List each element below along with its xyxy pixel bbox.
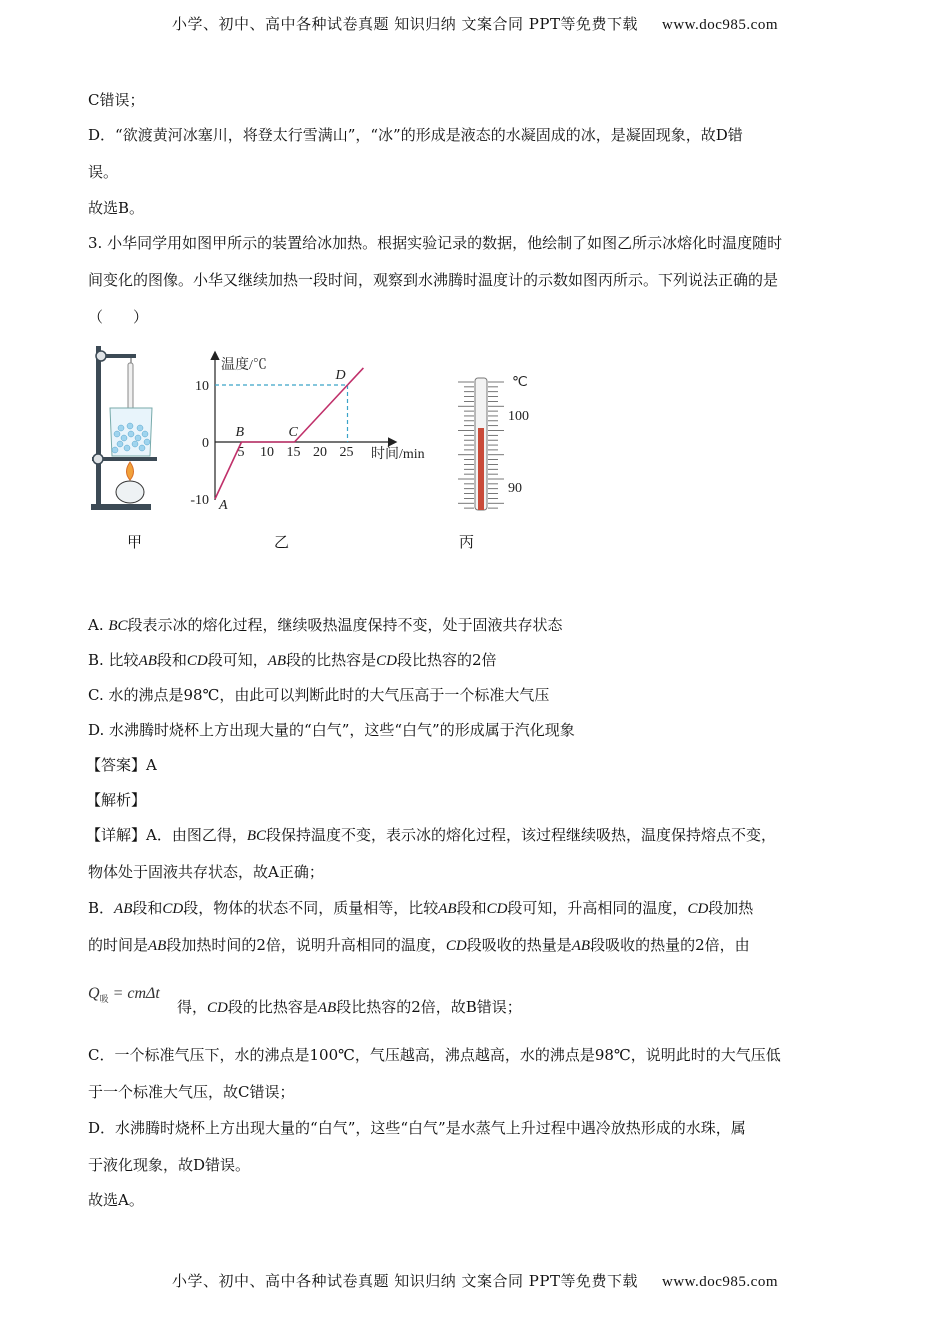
caption-bing: 丙 <box>459 533 475 551</box>
ring-knob <box>93 454 103 464</box>
detail-d-line2: 于液化现象，故D错误。 <box>88 1156 251 1174</box>
detail-b-line1: B．AB段和CD段，物体的状态不同，质量相等，比较AB段和CD段可知，升高相同的温度，CD段加热 <box>88 899 754 917</box>
point-label-A: A <box>219 498 228 513</box>
point-label-C: C <box>288 425 298 440</box>
figure-bing-thermometer <box>450 368 540 513</box>
alcohol-lamp <box>116 481 144 503</box>
x-tick-label: 5 <box>237 445 245 460</box>
caption-jia: 甲 <box>127 533 143 551</box>
detail-b-line3: 得，CD段的比热容是AB段比热容的2倍，故B错误； <box>177 998 522 1016</box>
thermo-liquid <box>478 428 484 510</box>
detail-c-line1: C．一个标准气压下，水的沸点是100℃，气压越高，沸点越高，水的沸点是98℃，说明此时的大气压低 <box>88 1046 781 1064</box>
x-tick-label: 10 <box>260 445 274 460</box>
prev-d-line1: D．“欲渡黄河冰塞川，将登太行雪满山”，“冰”的形成是液态的水凝固成的冰，是凝固现象，故D错 <box>88 126 743 144</box>
option-b: B. 比较AB段和CD段可知，AB段的比热容是CD段比热容的2倍 <box>88 651 497 669</box>
heat-formula: $Q_吸 = cm\Delta t$ <box>88 985 160 1005</box>
detail-d-line1: D．水沸腾时烧杯上方出现大量的“白气”，这些“白气”是水蒸气上升过程中遇冷放热形成的水珠，属 <box>88 1119 746 1137</box>
point-label-D: D <box>335 368 346 383</box>
y-tick-label: -10 <box>190 493 209 508</box>
y-axis-label: 温度/℃ <box>221 358 267 373</box>
y-tick-label: 10 <box>195 379 209 394</box>
analysis-title: 【解析】 <box>86 791 147 809</box>
point-label-B: B <box>235 425 245 440</box>
figure-yi-chart <box>185 345 440 513</box>
detail-a-line2: 物体处于固液共存状态，故A正确； <box>88 863 324 881</box>
option-c: C. 水的沸点是98℃，由此可以判断此时的大气压高于一个标准大气压 <box>88 686 550 704</box>
question-line2: 间变化的图像。小华又继续加热一段时间，观察到水沸腾时温度计的示数如图丙所示。下列说法正确的是 <box>88 271 779 289</box>
series-segment-extension <box>348 368 364 385</box>
page-footer <box>0 1270 950 1291</box>
caption-yi: 乙 <box>274 533 290 551</box>
y-tick-label: 0 <box>202 436 209 451</box>
prev-answer: 故选B。 <box>88 199 145 217</box>
detail-b-line2: 的时间是AB段加热时间的2倍，说明升高相同的温度，CD段吸收的热量是AB段吸收的热量的2倍，由 <box>88 936 750 954</box>
x-tick-label: 15 <box>286 445 301 460</box>
question-line3: （ ） <box>88 308 149 326</box>
prev-c-line: C错误； <box>88 91 145 109</box>
option-d: D. 水沸腾时烧杯上方出现大量的“白气”，这些“白气”的形成属于汽化现象 <box>88 721 575 739</box>
question-line1: 3. 小华同学用如图甲所示的装置给冰加热。根据实验记录的数据，他绘制了如图乙所示冰熔化时温度随时 <box>88 234 783 252</box>
series-segment-CD <box>295 385 348 442</box>
detail-a-line1: 【详解】A．由图乙得，BC段保持温度不变，表示冰的熔化过程，该过程继续吸热，温度保持熔点不变， <box>86 826 777 844</box>
x-tick-label: 20 <box>313 445 327 460</box>
page-header <box>0 13 950 34</box>
clamp-knob <box>96 351 106 361</box>
header-url[interactable]: www.doc985.com <box>661 17 778 33</box>
footer-text: 小学、初中、高中各种试卷真题 知识归纳 文案合同 PPT等免费下载 <box>171 1272 638 1290</box>
detail-final: 故选A。 <box>88 1191 144 1209</box>
thermo-unit: ℃ <box>512 375 528 390</box>
flame-icon <box>127 462 134 480</box>
footer-url[interactable]: www.doc985.com <box>661 1274 778 1290</box>
x-tick-label: 25 <box>339 445 354 460</box>
thermo-label-90: 90 <box>508 481 522 496</box>
thermo-label-100: 100 <box>508 409 529 424</box>
x-axis-label: 时间/min <box>371 447 425 462</box>
stand-rod <box>96 346 101 506</box>
figure-jia-apparatus <box>85 338 165 513</box>
header-text: 小学、初中、高中各种试卷真题 知识归纳 文案合同 PPT等免费下载 <box>171 15 638 33</box>
prev-d-line2: 误。 <box>88 163 119 181</box>
series-segment-AB <box>215 442 242 499</box>
detail-c-line2: 于一个标准大气压，故C错误； <box>88 1083 295 1101</box>
answer-line: 【答案】A <box>86 756 157 774</box>
option-a: A. BC段表示冰的熔化过程，继续吸热温度保持不变，处于固液共存状态 <box>88 616 563 634</box>
